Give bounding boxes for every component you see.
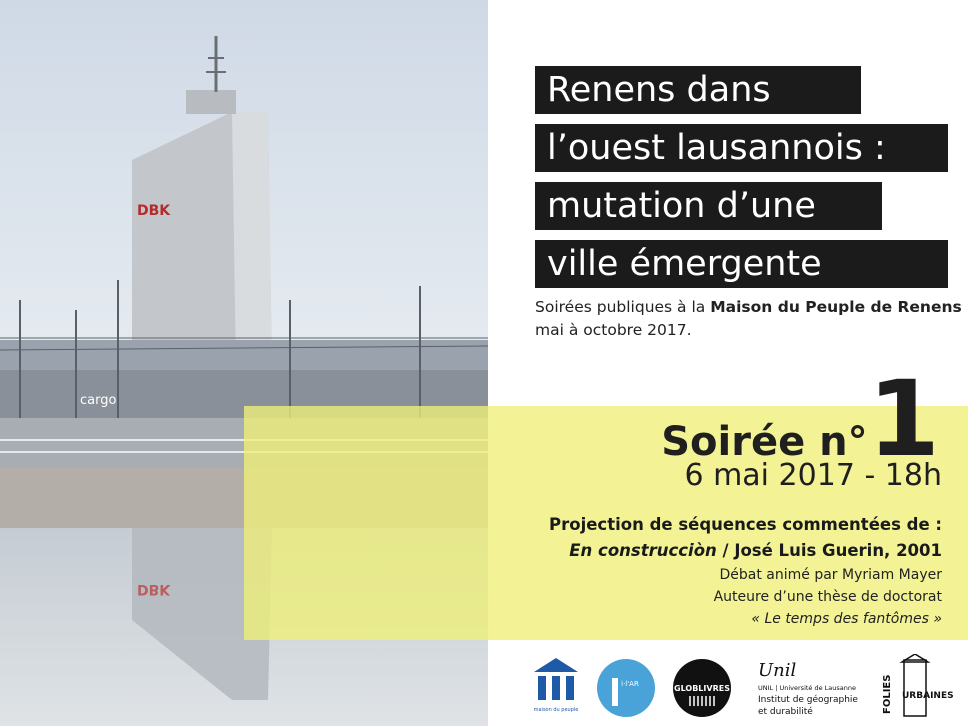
evening-label: Soirée n° [661,419,868,465]
folies-text: FOLIES [882,674,893,714]
folies-urbaines-logo [876,654,956,724]
partner-logos [520,650,968,726]
station-roof [0,340,488,370]
globlivres-logo-text: GLOBLIVRES [674,684,730,693]
evening-number: 1 [867,358,940,480]
event-details [549,512,942,630]
maison-du-peuple-logo [532,656,580,718]
iar-logo [596,658,656,718]
event-date: 6 mai 2017 - 18h [684,458,942,493]
unil-line-1: UNIL | Université de Lausanne [758,684,857,692]
film-title: En construcciòn [569,541,717,560]
unil-mark: Unil [758,660,797,681]
intro-line-1 [535,296,962,319]
intro-venue: Maison du Peuple de Renens [710,298,962,316]
debate-text: Débat animé par Myriam Mayer [719,567,942,583]
title-line-4: ville émergente [535,240,948,288]
unil-line-3: et durabilité [758,707,813,717]
tower-sign: DBK [137,203,171,219]
urbaines-text: URBAINES [902,691,954,701]
title-line-1: Renens dans [535,66,861,114]
film-line [549,538,942,564]
film-credit: / José Luis Guerin, 2001 [716,541,942,560]
thesis-line [549,608,942,630]
wagon-sign: cargo [80,393,117,408]
unil-line-2: Institut de géographie [758,695,858,705]
tower-sign-reflection: DBK [137,581,171,597]
globlivres-logo [672,658,732,718]
intro-text [535,296,962,342]
thesis-title: « Le temps des fantômes » [751,611,942,627]
title-line-2: l’ouest lausannois : [535,124,948,172]
title-line-3: mutation d’une [535,182,882,230]
maison-logo-text: maison du peuple [533,707,579,713]
intro-dates: mai à octobre 2017. [535,321,692,339]
iar-logo-text: i·l'AR [621,680,639,688]
intro-prefix: Soirées publiques à la [535,298,711,316]
projection-text: Projection de séquences commentées de : [549,515,942,534]
author-text: Auteure d’une thèse de doctorat [713,589,942,605]
unil-logo [756,658,870,720]
